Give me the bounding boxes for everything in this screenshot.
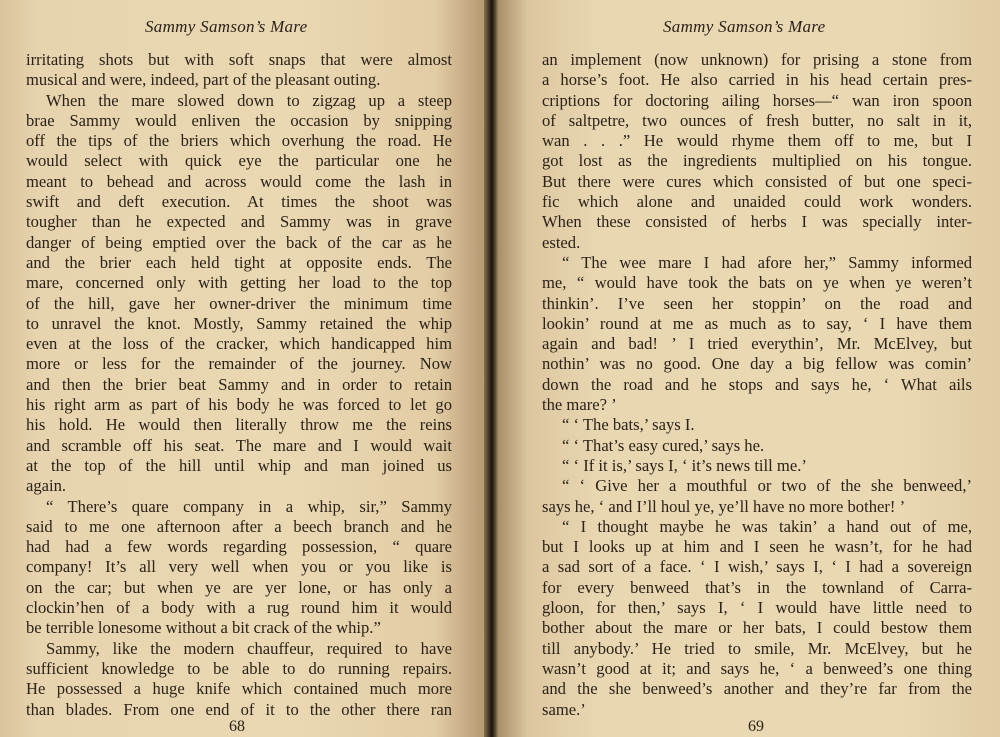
text-line: “ The wee mare I had afore her,” Sammy informed <box>562 252 972 272</box>
text-line: got lost as the ingredients multiplied on his tongue. <box>542 151 972 171</box>
text-line: nothin’ was no good. One day a big fellow was comin’ <box>542 354 972 374</box>
text-line: thinkin’. I’ve seen her stoppin’ on the road and <box>542 293 972 313</box>
text-line: “ ‘ If it is,’ says I, ‘ it’s news till me.’ <box>562 455 807 475</box>
text-line: even at the loss of the cracker, which handicapped him <box>26 334 452 354</box>
right-running-head: Sammy Samson’s Mare <box>663 17 826 36</box>
text-line: irritating shots but with soft snaps that were almost <box>26 50 452 69</box>
text-line: musical and were, indeed, part of the pleasant outing. <box>26 70 381 90</box>
text-line: tougher than he expected and Sammy was in grave <box>26 212 452 232</box>
text-line: company! It’s all very well when you or you like is <box>26 557 452 577</box>
text-line: had had a few words regarding possession, “ quare <box>26 537 452 557</box>
text-line: gloon, for then,’ says I, ‘ I would have little need to <box>542 598 972 618</box>
text-line: an implement (now unknown) for prising a stone from <box>542 50 972 69</box>
left-page <box>0 0 484 737</box>
text-line: “ ‘ That’s easy cured,’ says he. <box>562 435 765 455</box>
text-line: mare, concerned only with getting her load to the top <box>26 273 452 293</box>
text-line: again and bad! ’ I tried everythin’, Mr. McElvey, but <box>542 334 972 354</box>
text-line: of saltpetre, two ounces of fresh butter, no salt in it, <box>542 110 972 130</box>
left-page-text <box>26 50 452 720</box>
text-line: at the top of the hill until whip and man joined us <box>26 455 452 475</box>
text-line: would select with quick eye the particular one he <box>26 151 452 171</box>
text-line: bother about the mare or her bats, I could bestow them <box>542 618 972 638</box>
text-line: and the she benweed’s another and they’re far from the <box>542 679 972 699</box>
text-line: meant to behead and across would come the lash in <box>26 171 452 191</box>
text-line: danger of being emptied over the back of the car as he <box>26 232 452 252</box>
text-line: the mare? ’ <box>542 395 617 415</box>
text-line: wan . . .” He would rhyme them off to me, but I <box>542 131 972 151</box>
text-line: criptions for doctoring ailing horses—“ wan iron spoon <box>542 90 972 110</box>
text-line: and then the brier beat Sammy and in order to retain <box>26 374 452 394</box>
text-line: off the tips of the briers which overhung the road. He <box>26 131 452 151</box>
text-line: swift and deft execution. At times the shoot was <box>26 192 452 212</box>
right-page <box>498 0 1000 737</box>
text-line: down the road and he stops and says he, ‘ What ails <box>542 374 972 394</box>
text-line: When these consisted of herbs I was specially inter- <box>542 212 972 232</box>
text-line: But there were cures which consisted of but one speci- <box>542 171 972 191</box>
text-line: and the brier each held tight at opposite ends. The <box>26 252 452 272</box>
text-line: clockin’hen of a body with a rug round him it would <box>26 598 452 618</box>
text-line: fic which alone and unaided could work wonders. <box>542 192 972 212</box>
text-line: a sad sort of a face. ‘ I wish,’ says I, ‘ I had a sovereign <box>542 557 972 577</box>
text-line: lookin’ round at me as much as to say, ‘ I have them <box>542 313 972 333</box>
text-line: a horse’s foot. He also carried in his head certain pres- <box>542 70 972 90</box>
text-line: for every benweed that’s in the townland of Carra- <box>542 577 972 597</box>
text-line: to unravel the knot. Mostly, Sammy retained the whip <box>26 313 452 333</box>
text-line: and scramble off his seat. The mare and I would wait <box>26 435 452 455</box>
text-line: his right arm as part of his body he was forced to let go <box>26 395 452 415</box>
right-page-text <box>542 50 972 720</box>
text-line: “ There’s quare company in a whip, sir,” Sammy <box>46 496 452 516</box>
text-line: more or less for the remainder of the journey. Now <box>26 354 452 374</box>
text-line: “ I thought maybe he was takin’ a hand out of me, <box>562 516 972 536</box>
text-line: be terrible lonesome without a bit crack of the whip.” <box>26 618 381 638</box>
left-page-number: 68 <box>229 718 245 735</box>
text-line: brae Sammy would enliven the occasion by snipping <box>26 110 452 130</box>
book-gutter <box>484 0 498 737</box>
text-line: of the hill, gave her owner-driver the minimum time <box>26 293 452 313</box>
text-line: me, “ would have took the bats on ye when ye weren’t <box>542 273 972 293</box>
text-line: his hold. He would then literally throw me the reins <box>26 415 452 435</box>
text-line: “ ‘ Give her a mouthful or two of the she benweed,’ <box>562 476 972 496</box>
text-line: till anybody.’ He tried to smile, Mr. McElvey, but he <box>542 638 972 658</box>
left-running-head: Sammy Samson’s Mare <box>145 17 308 36</box>
text-line: than blades. From one end of it to the other there ran <box>26 699 452 719</box>
right-page-number: 69 <box>748 718 764 735</box>
text-line: again. <box>26 476 67 496</box>
text-line: on the car; but when ye are yer lone, or has only a <box>26 577 452 597</box>
text-line: “ ‘ The bats,’ says I. <box>562 415 695 435</box>
text-line: said to me one afternoon after a beech branch and he <box>26 516 452 536</box>
text-line: ested. <box>542 232 581 252</box>
text-line: When the mare slowed down to zigzag up a steep <box>46 90 452 110</box>
text-line: but I looks up at him and I seen he wasn’t, for he had <box>542 537 972 557</box>
text-line: He possessed a huge knife which contained much more <box>26 679 452 699</box>
text-line: same.’ <box>542 699 586 719</box>
text-line: Sammy, like the modern chauffeur, required to have <box>46 638 452 658</box>
text-line: wasn’t good at it; and says he, ‘ a benweed’s one thing <box>542 658 972 678</box>
text-line: sufficient knowledge to be able to do running repairs. <box>26 658 452 678</box>
text-line: says he, ‘ and I’ll houl ye, ye’ll have no more bother! ’ <box>542 496 906 516</box>
